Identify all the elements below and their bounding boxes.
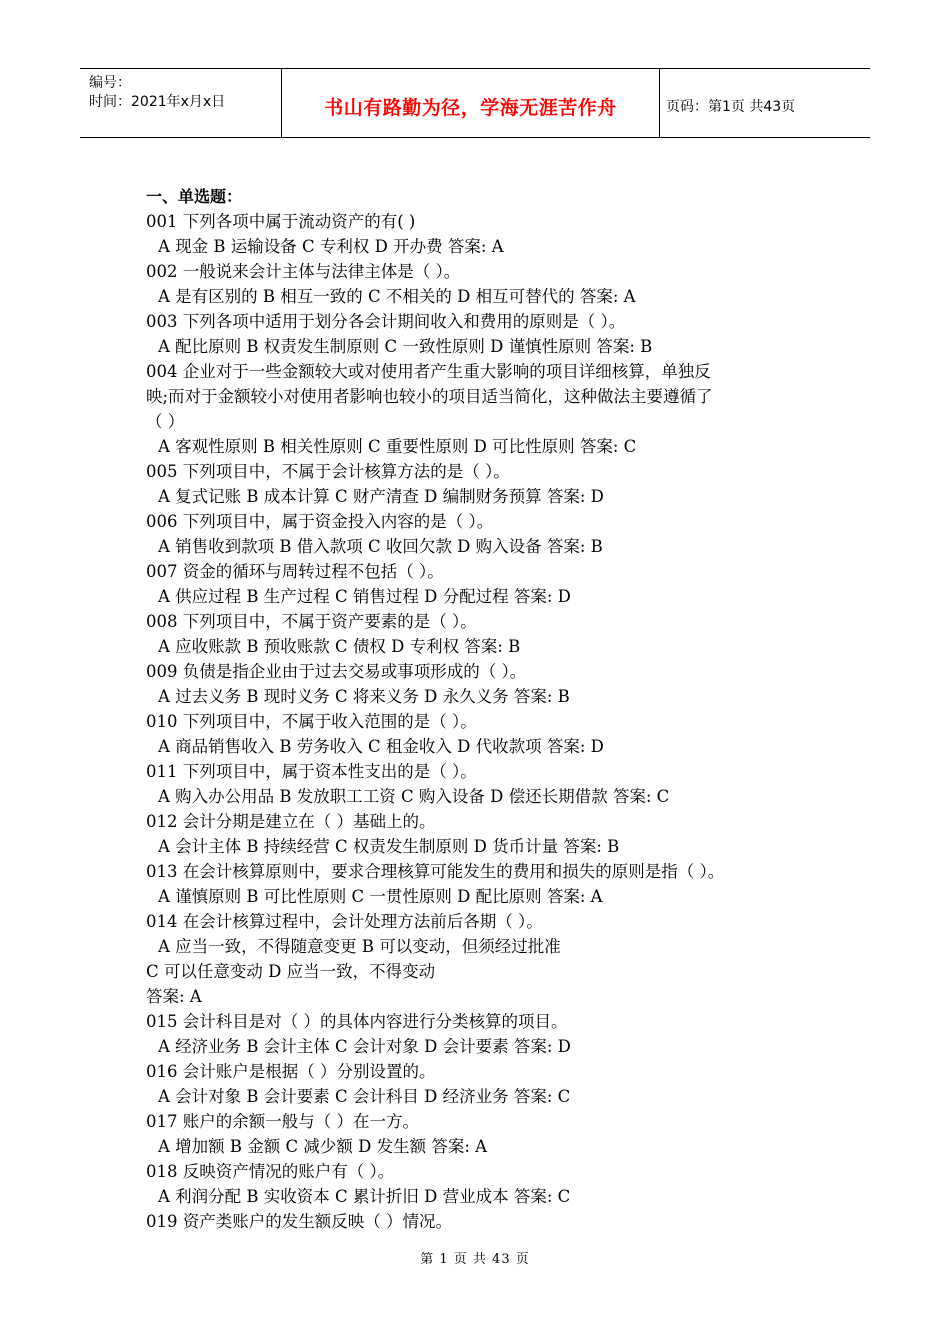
answer-options-line: A 是有区别的 B 相互一致的 C 不相关的 D 相互可替代的 答案: A — [158, 287, 636, 306]
answer-options-line: A 经济业务 B 会计主体 C 会计对象 D 会计要素 答案: D — [158, 1037, 571, 1056]
section-title: 一、单选题： — [146, 187, 243, 206]
question-line: （ ） — [146, 412, 185, 431]
answer-options-line: A 配比原则 B 权责发生制原则 C 一致性原则 D 谨慎性原则 答案: B — [158, 337, 653, 356]
question-line: 018 反映资产情况的账户有（ ）。 — [146, 1162, 395, 1181]
header-motto: 书山有路勤为径，学海无涯苦作舟 — [324, 97, 617, 119]
answer-options-line: A 利润分配 B 实收资本 C 累计折旧 D 营业成本 答案: C — [158, 1187, 571, 1206]
answer-options-line: A 谨慎原则 B 可比性原则 C 一贯性原则 D 配比原则 答案: A — [158, 887, 603, 906]
question-line: 006 下列项目中，属于资金投入内容的是（ ）。 — [146, 512, 494, 531]
question-line: 017 账户的余额一般与（ ）在一方。 — [146, 1112, 419, 1131]
answer-options-line: A 销售收到款项 B 借入款项 C 收回欠款 D 购入设备 答案: B — [158, 537, 603, 556]
header-motto-cell — [282, 69, 660, 137]
question-line: 005 下列项目中，不属于会计核算方法的是（ ）。 — [146, 462, 510, 481]
document-body — [146, 184, 826, 1234]
answer-options-line: A 购入办公用品 B 发放职工工资 C 购入设备 D 偿还长期借款 答案: C — [158, 787, 670, 806]
answer-options-line: A 供应过程 B 生产过程 C 销售过程 D 分配过程 答案: D — [158, 587, 571, 606]
page-header — [80, 68, 870, 138]
question-line: 010 下列项目中，不属于收入范围的是（ ）。 — [146, 712, 477, 731]
header-page-label: 页码：第1页 共43页 — [666, 99, 796, 115]
question-line: 016 会计账户是根据（ ）分别设置的。 — [146, 1062, 436, 1081]
doc-number-label: 编号： — [89, 75, 131, 91]
answer-options-line: A 客观性原则 B 相关性原则 C 重要性原则 D 可比性原则 答案: C — [158, 437, 637, 456]
answer-options-line: A 现金 B 运输设备 C 专利权 D 开办费 答案: A — [158, 237, 504, 256]
question-line: 019 资产类账户的发生额反映（ ）情况。 — [146, 1212, 452, 1231]
question-line: 009 负债是指企业由于过去交易或事项形成的（ ）。 — [146, 662, 527, 681]
answer-options-line: A 复式记账 B 成本计算 C 财产清查 D 编制财务预算 答案: D — [158, 487, 604, 506]
question-line: 015 会计科目是对（ ）的具体内容进行分类核算的项目。 — [146, 1012, 568, 1031]
question-line: 004 企业对于一些金额较大或对使用者产生重大影响的项目详细核算，单独反 — [146, 362, 711, 381]
question-line: 001 下列各项中属于流动资产的有( ) — [146, 212, 416, 231]
answer-options-line: A 增加额 B 金额 C 减少额 D 发生额 答案: A — [158, 1137, 488, 1156]
question-line: 011 下列项目中，属于资本性支出的是（ ）。 — [146, 762, 477, 781]
question-line: 映;而对于金额较小对使用者影响也较小的项目适当简化，这种做法主要遵循了 — [146, 387, 713, 406]
answer-options-line: A 会计主体 B 持续经营 C 权责发生制原则 D 货币计量 答案: B — [158, 837, 620, 856]
page-footer: 第 1 页 共 43 页 — [420, 1252, 530, 1267]
header-left-cell — [80, 69, 282, 137]
answer-options-line: A 过去义务 B 现时义务 C 将来义务 D 永久义务 答案: B — [158, 687, 570, 706]
question-list — [146, 209, 826, 1234]
question-line: 007 资金的循环与周转过程不包括（ ）。 — [146, 562, 444, 581]
answer-options-line: A 会计对象 B 会计要素 C 会计科目 D 经济业务 答案: C — [158, 1087, 571, 1106]
question-line: C 可以任意变动 D 应当一致，不得变动 — [146, 962, 436, 981]
question-line: 012 会计分期是建立在（ ）基础上的。 — [146, 812, 436, 831]
header-page-cell — [660, 69, 870, 137]
question-line: 013 在会计核算原则中，要求合理核算可能发生的费用和损失的原则是指（ ）。 — [146, 862, 725, 881]
question-line: 答案: A — [146, 987, 202, 1006]
answer-options-line: A 应当一致，不得随意变更 B 可以变动，但须经过批准 — [158, 937, 561, 956]
answer-options-line: A 应收账款 B 预收账款 C 债权 D 专利权 答案: B — [158, 637, 521, 656]
question-line: 008 下列项目中，不属于资产要素的是（ ）。 — [146, 612, 477, 631]
doc-date-label: 时间：2021年x月x日 — [89, 94, 226, 110]
question-line: 014 在会计核算过程中，会计处理方法前后各期（ ）。 — [146, 912, 543, 931]
question-line: 002 一般说来会计主体与法律主体是（ ）。 — [146, 262, 461, 281]
question-line: 003 下列各项中适用于划分各会计期间收入和费用的原则是（ ）。 — [146, 312, 626, 331]
answer-options-line: A 商品销售收入 B 劳务收入 C 租金收入 D 代收款项 答案: D — [158, 737, 604, 756]
